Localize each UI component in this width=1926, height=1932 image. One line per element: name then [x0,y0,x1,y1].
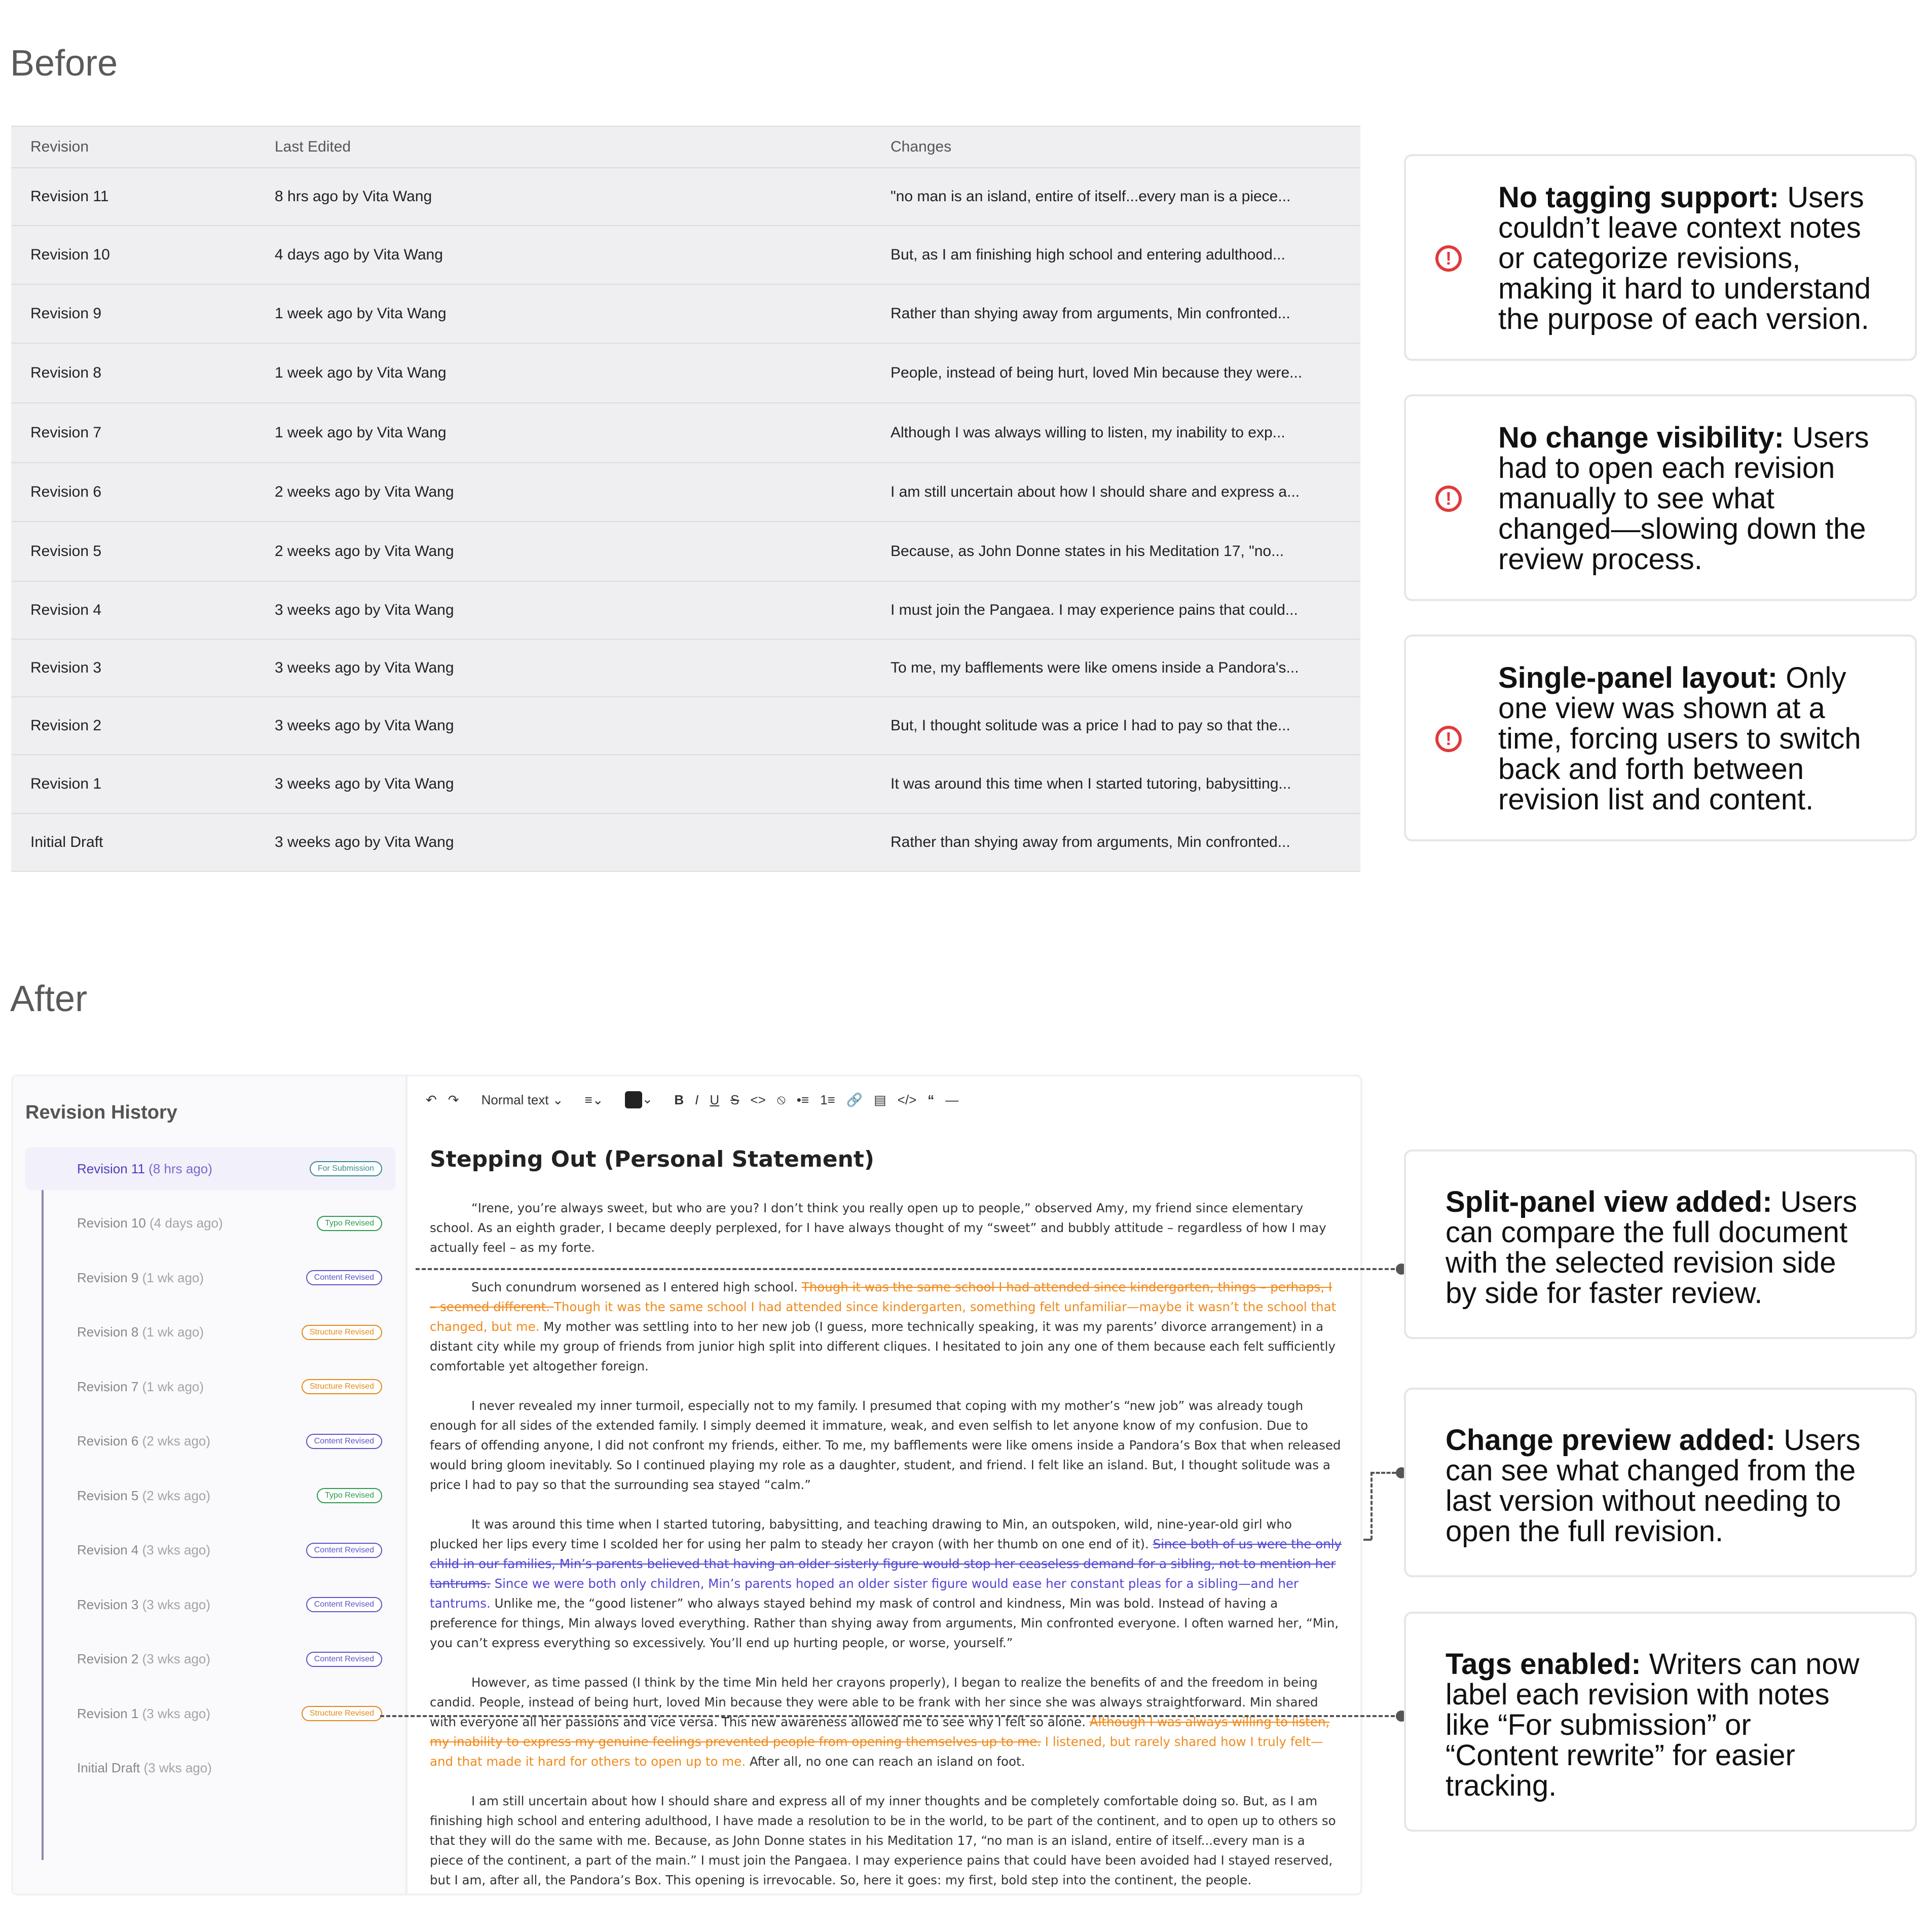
changes-cell: Because, as John Donne states in his Meditation 17, "no... [891,543,1284,560]
feature-text: can see what changed from the [1446,1454,1856,1487]
revision-cell: Revision 9 [30,305,102,322]
document-body[interactable] [430,1198,1342,1910]
bold-icon[interactable]: B [674,1092,684,1107]
changes-cell: It was around this time when I started tutoring, babysitting... [891,775,1291,792]
problem-text: Users [1787,181,1864,214]
revision-label: Revision 3 (3 wks ago) [77,1596,211,1612]
revision-tag[interactable]: Content Revised [306,1434,382,1449]
editor-toolbar [426,1090,970,1110]
changes-cell: I am still uncertain about how I should share and express a... [891,484,1300,500]
redo-icon[interactable]: ↷ [448,1092,459,1107]
revision-label: Revision 11 (8 hrs ago) [77,1161,212,1176]
revision-cell: Revision 1 [30,775,102,792]
problem-title: No tagging support: [1498,181,1780,214]
feature-text: Writers can now [1649,1648,1860,1681]
table-row[interactable] [11,696,1360,754]
last-edited-cell: 1 week ago by Vita Wang [275,305,447,322]
feature-text: can compare the full document [1446,1216,1848,1249]
feature-text: last version without needing to [1446,1484,1841,1517]
changes-cell: Rather than shying away from arguments, Min confronted... [891,834,1290,850]
revision-item[interactable] [25,1747,395,1790]
feature-text: Users [1784,1424,1861,1457]
color-swatch [625,1091,642,1108]
feature-card-split-panel [1404,1149,1917,1339]
last-edited-cell: 2 weeks ago by Vita Wang [275,543,454,560]
feature-text: Users [1780,1185,1858,1218]
chevron-down-icon: ⌄ [552,1092,564,1107]
paragraph: It was around this time when I started tutoring, babysitting, and teaching drawing to Min, an outspoken, wild, nine-year-old girl who plucked her lips every time I scolded her for using her palm to steady her crayon (with her thumb on one end of it). Since both of us were the only child in our families, Min’s parents believed that having an older sisterly figure would stop her ceaseless demand for a sibling, not to mention her tantrums. Since we were both only children, Min’s parents hoped an older sister figure would ease her constant pleas for a sibling—and her tantrums. Unlike me, the “good listener” who always stayed behind my mask of control and kindness, Min was bold. Instead of having a preference for things, Min always loved everything. Rather than shying away from arguments, Min confronted everyone. I often warned her, “Min, you can’t express everything so excessively. You’ll end up hurting people, or worse, yourself.” [430,1517,1342,1650]
deleted-text: Since both of us were the only child in our families, Min’s parents believed that having an older sisterly figure would stop her ceaseless demand for a sibling, not to mention her tantrums. [430,1537,1342,1591]
changes-cell: But, I thought solitude was a price I had to pay so that the... [891,717,1290,734]
revision-tag[interactable]: Content Revised [306,1597,382,1612]
strikethrough-icon[interactable]: S [730,1092,739,1107]
connector-line [1371,1472,1396,1474]
last-edited-cell: 8 hrs ago by Vita Wang [275,188,432,205]
last-edited-cell: 3 weeks ago by Vita Wang [275,775,454,792]
feature-text: open the full revision. [1446,1515,1724,1548]
table-row[interactable] [11,343,1360,402]
align-icon[interactable]: ≡⌄ [584,1092,604,1107]
revision-item[interactable] [25,1692,395,1735]
connector-line [380,1715,1401,1717]
revision-item[interactable] [25,1529,395,1572]
revision-cell: Revision 2 [30,717,102,734]
feature-text: “Content rewrite” for easier [1446,1739,1795,1772]
divider-icon[interactable]: — [945,1092,959,1107]
revision-tag[interactable]: Content Revised [306,1270,382,1285]
table-row[interactable] [11,581,1360,639]
revision-tag[interactable]: Content Revised [306,1652,382,1667]
revision-item[interactable] [25,1311,395,1354]
revision-cell: Revision 6 [30,484,102,500]
table-row[interactable] [11,754,1360,813]
revision-item[interactable] [25,1202,395,1245]
inserted-text: I listened, but rarely shared how I truly felt—and that made it hard for others to open up to me. [430,1734,1323,1769]
last-edited-cell: 4 days ago by Vita Wang [275,246,443,263]
inserted-text: Since we were both only children, Min’s parents hoped an older sister figure would ease her constant pleas for a sibling—and her tantrums. [430,1576,1299,1611]
paragraph: However, as time passed (I think by the time Min held her crayons properly), I began to realize the benefits of and the freedom in being candid. People, instead of being hurt, loved Min because they were able to be frank with her since she was always straightforward. Min shared with everyone all her passions and vice versa. This new awareness allowed me to see why I felt so alone. Although I was always willing to listen, my inability to express my genuine feelings prevented people from opening themselves up to me. I listened, but rarely shared how I truly felt—and that made it hard for others to open up to me. After all, no one can reach an island on foot. [430,1675,1330,1769]
changes-cell: People, instead of being hurt, loved Min because they were... [891,364,1303,381]
revision-label: Initial Draft (3 wks ago) [77,1760,212,1775]
problem-text: changed—slowing down the [1498,512,1866,545]
revision-label: Revision 5 (2 wks ago) [77,1488,211,1503]
problem-card-single-panel [1404,635,1917,841]
table-row[interactable] [11,521,1360,581]
revision-tag[interactable]: Typo Revised [317,1488,382,1503]
problem-text: revision list and content. [1498,783,1814,816]
feature-text: with the selected revision side [1446,1246,1836,1279]
last-edited-cell: 3 weeks ago by Vita Wang [275,659,454,676]
feature-text: label each revision with notes [1446,1678,1830,1711]
before-heading: Before [10,43,118,84]
problem-text: Users [1792,421,1869,454]
code-block-icon[interactable]: </> [897,1092,917,1107]
text-style-value: Normal text [481,1092,549,1107]
problem-text: couldn’t leave context notes [1498,211,1861,244]
revision-label: Revision 6 (2 wks ago) [77,1433,211,1448]
feature-text: tracking. [1446,1769,1557,1802]
revision-label: Revision 4 (3 wks ago) [77,1542,211,1557]
problem-title: No change visibility: [1498,421,1784,454]
image-icon[interactable]: ▤ [874,1092,886,1107]
problem-text: time, forcing users to switch [1498,722,1861,755]
revision-label: Revision 7 (1 wk ago) [77,1379,204,1394]
deleted-text: Although I was always willing to listen, my inability to express my genuine feelings prevented people from opening themselves up to me. [430,1715,1330,1749]
last-edited-cell: 3 weeks ago by Vita Wang [275,602,454,618]
problem-card-visibility [1404,394,1917,601]
revision-tag[interactable]: For Submission [310,1161,382,1176]
changes-cell: I must join the Pangaea. I may experience pains that could... [891,602,1298,618]
revision-label: Revision 1 (3 wks ago) [77,1705,211,1721]
quote-icon[interactable]: “ [928,1092,935,1107]
feature-title: Split-panel view added: [1446,1185,1772,1218]
changes-cell: But, as I am finishing high school and entering adulthood... [891,246,1285,263]
changes-cell: "no man is an island, entire of itself...every man is a piece... [891,188,1291,205]
feature-title: Tags enabled: [1446,1648,1641,1681]
problem-text: back and forth between [1498,753,1804,786]
warning-icon: ! [1435,726,1462,752]
changes-cell: Although I was always willing to listen, my inability to exp... [891,424,1285,441]
revision-cell: Revision 4 [30,602,102,618]
problem-title: Single-panel layout: [1498,661,1778,694]
column-header-changes: Changes [891,138,952,155]
paragraph: I am still uncertain about how I should share and express all of my inner thoughts and be completely comfortable doing so. But, as I am finishing high school and entering adulthood, I have made a resolution to be in the world, to be part of the continent, and to open up to others so that they will do the same with me. Because, as John Donne states in his Meditation 17, “no man is an island, entire of itself...every man is a piece of the continent, a part of the main.” I must join the Pangaea. I may experience pains that could have been avoided had I stayed reserved, but I am, after all, the Pandora’s Box. This opening is irrevocable. So, here it goes: my first, bold step into the continent, the people. [430,1794,1336,1887]
link-icon[interactable]: 🔗 [846,1092,863,1107]
table-row[interactable] [11,402,1360,462]
inserted-text: Though it was the same school I had attended since kindergarten, something felt unfamiliar—maybe it wasn’t the school that changed, but me. [430,1299,1337,1334]
problem-text: had to open each revision [1498,452,1835,485]
revision-item[interactable] [25,1583,395,1626]
paragraph: “Irene, you’re always sweet, but who are you? I don’t think you really open up to people,” observed Amy, my friend since elementary school. As an eighth grader, I became deeply perplexed, for I have always thought of my “sweet” and bubbly attitude – regardless of how I may actually feel – as my forte. [430,1201,1326,1255]
changes-cell: Rather than shying away from arguments, Min confronted... [891,305,1290,322]
column-header-revision: Revision [30,138,89,155]
revision-item[interactable] [25,1147,395,1190]
problem-text: one view was shown at a [1498,692,1825,725]
changes-cell: To me, my bafflements were like omens inside a Pandora's... [891,659,1299,676]
numbered-list-icon[interactable]: 1≡ [820,1092,835,1107]
paragraph: I never revealed my inner turmoil, especially not to my family. I presumed that coping with my mother’s “new job” was already tough enough for all sides of the extended family. I simply deemed it immature, weak, and even selfish to let anyone know of my confusion. Due to fears of offending anyone, I did not confront my friends, either. To me, my bafflements were like omens inside a Pandora’s Box that when released would bring gloom inevitably. So I continued playing my role as a daughter, student, and friend. I felt like an island. But, I thought solitude was a price I had to pay so that the surrounding sea stayed “calm.” [430,1398,1341,1492]
text-color-picker[interactable]: ⌄ [625,1091,653,1108]
revision-item[interactable] [25,1256,395,1299]
problem-text: making it hard to understand [1498,272,1871,305]
problem-text: Only [1786,661,1846,694]
warning-icon: ! [1435,245,1462,272]
code-inline-icon[interactable]: <> [750,1092,766,1107]
last-edited-cell: 2 weeks ago by Vita Wang [275,484,454,500]
table-row[interactable] [11,639,1360,696]
revision-cell: Revision 8 [30,364,102,381]
bullet-list-icon[interactable]: •≡ [796,1092,809,1107]
paragraph: Such conundrum worsened as I entered high school. Though it was the same school I had attended since kindergarten, things – perhaps, I – seemed different. Though it was the same school I had attended since kindergarten, something felt unfamiliar—maybe it wasn’t the school that changed, but me. My mother was settling into to her new job (I guess, more technically speaking, it was my parents’ divorce arrangement) in a distant city while my group of friends from junior high split into different cliques. I hesitated to join any one of them because each felt sufficiently comfortable yet altogether foreign. [430,1280,1337,1373]
revision-label: Revision 9 (1 wk ago) [77,1270,204,1285]
problem-text: or categorize revisions, [1498,242,1801,275]
problem-text: review process. [1498,543,1702,576]
problem-text: manually to see what [1498,482,1774,515]
table-row[interactable] [11,284,1360,343]
sidebar-title: Revision History [25,1102,177,1123]
revision-item[interactable] [25,1638,395,1681]
revision-label: Revision 8 (1 wk ago) [77,1324,204,1340]
revision-cell: Initial Draft [30,834,103,850]
table-header [11,127,1360,167]
last-edited-cell: 3 weeks ago by Vita Wang [275,834,454,850]
revision-cell: Revision 10 [30,246,110,263]
revision-label: Revision 2 (3 wks ago) [77,1651,211,1666]
revision-cell: Revision 5 [30,543,102,560]
revision-history-sidebar [13,1076,408,1893]
feature-card-tags [1404,1612,1917,1832]
problem-card-tagging [1404,154,1917,361]
connector-line [416,1268,1401,1270]
warning-icon: ! [1435,486,1462,512]
feature-card-change-preview [1404,1388,1917,1577]
deleted-text: Though it was the same school I had attended since kindergarten, things – perhaps, I – seemed different. [430,1280,1332,1314]
feature-text: like “For submission” or [1446,1708,1751,1741]
revision-cell: Revision 7 [30,424,102,441]
problem-text: the purpose of each version. [1498,303,1869,336]
revision-item[interactable] [25,1474,395,1517]
revision-tag[interactable]: Structure Revised [302,1706,382,1721]
table-row[interactable] [11,225,1360,284]
connector-line [1371,1472,1373,1540]
last-edited-cell: 3 weeks ago by Vita Wang [275,717,454,734]
revision-tag[interactable]: Typo Revised [317,1216,382,1231]
revision-tag[interactable]: Structure Revised [302,1379,382,1394]
revision-tag[interactable]: Content Revised [306,1543,382,1558]
last-edited-cell: 1 week ago by Vita Wang [275,364,447,381]
last-edited-cell: 1 week ago by Vita Wang [275,424,447,441]
feature-text: by side for faster review. [1446,1277,1763,1310]
after-heading: After [10,979,88,1019]
revision-table [11,126,1360,872]
feature-title: Change preview added: [1446,1424,1776,1457]
italic-icon[interactable]: I [695,1092,699,1107]
revision-tag[interactable]: Structure Revised [302,1325,382,1340]
clear-format-icon[interactable]: ⦸ [776,1092,786,1107]
revision-item[interactable] [25,1365,395,1408]
table-row[interactable] [11,462,1360,521]
table-row[interactable] [11,813,1360,871]
document-title: Stepping Out (Personal Statement) [430,1146,875,1172]
revision-label: Revision 10 (4 days ago) [77,1215,223,1231]
column-header-last-edited: Last Edited [275,138,351,155]
text-style-select[interactable] [482,1092,564,1108]
revision-item[interactable] [25,1420,395,1463]
undo-icon[interactable]: ↶ [426,1092,437,1107]
revision-cell: Revision 11 [30,188,109,205]
underline-icon[interactable]: U [710,1092,720,1107]
revision-cell: Revision 3 [30,659,102,676]
table-row[interactable] [11,167,1360,225]
